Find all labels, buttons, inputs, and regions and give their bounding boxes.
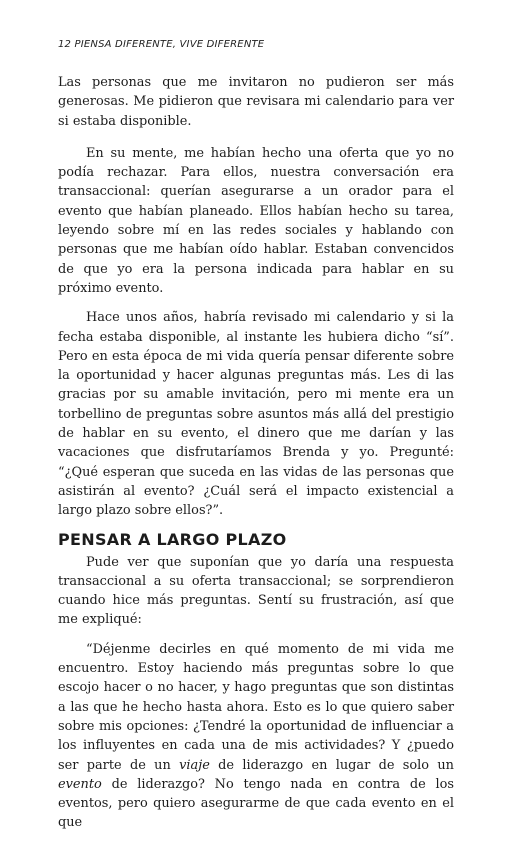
paragraph-5-text-a: “Déjenme decirles en qué momento de mi vida me encuentro. Estoy haciendo más preguntas sobre lo que escojo hacer o no hacer, y hago preguntas que son distintas a las que he hecho hasta ahora. Esto es lo que quiero saber sobre mis opciones: ¿Tendré la oportunidad de influenciar a los influyentes en cada una de mis actividades? Y ¿puedo ser parte de un [58,641,454,773]
paragraph-2: En su mente, me habían hecho una oferta que yo no podía rechazar. Para ellos, nuestra conversación era transaccional: querían asegurarse a un orador para el evento que habían planeado. Ellos habían hecho su tarea, leyendo sobre mí en las redes sociales y hablando con personas que me habían oído hablar. Estaban convencidos de que yo era la persona indicada para hablar en su próximo evento. [58,145,454,296]
emphasis-viaje: viaje [179,757,210,773]
paragraph-4: Pude ver que suponían que yo daría una respuesta transaccional a su oferta transaccional; se sorprendieron cuando hice más preguntas. Sentí su frustración, así que me expliqué: [58,554,454,628]
emphasis-evento: evento [58,776,102,792]
paragraph-5-text-b: de liderazgo en lugar de solo un [209,757,454,773]
running-head: 12 PIENSA DIFERENTE, VIVE DIFERENTE [58,39,265,50]
body-text [58,73,454,843]
paragraph-3: Hace unos años, habría revisado mi calendario y si la fecha estaba disponible, al instante les hubiera dicho “sí”. Pero en esta época de mi vida quería pensar diferente sobre la oportunidad y hacer algunas preguntas más. Les di las gracias por su amable invitación, pero mi mente era un torbellino de preguntas sobre asuntos más allá del prestigio de hablar en su evento, el dinero que me darían y las vacaciones que disfrutaríamos Brenda y yo. Pregunté: “¿Qué esperan que suceda en las vidas de las personas que asistirán al evento? ¿Cuál será el impacto existencial a largo plazo sobre ellos?”. [58,310,454,519]
section-heading: PENSAR A LARGO PLAZO [58,529,287,549]
paragraph-1: Las personas que me invitaron no pudieron ser más generosas. Me pidieron que revisara mi calendario para ver si estaba disponible. [58,75,454,129]
paragraph-5-text-c: de liderazgo? No tengo nada en contra de los eventos, pero quiero asegurarme de que cada evento en el que [58,776,454,831]
paragraph-5 [58,640,454,833]
